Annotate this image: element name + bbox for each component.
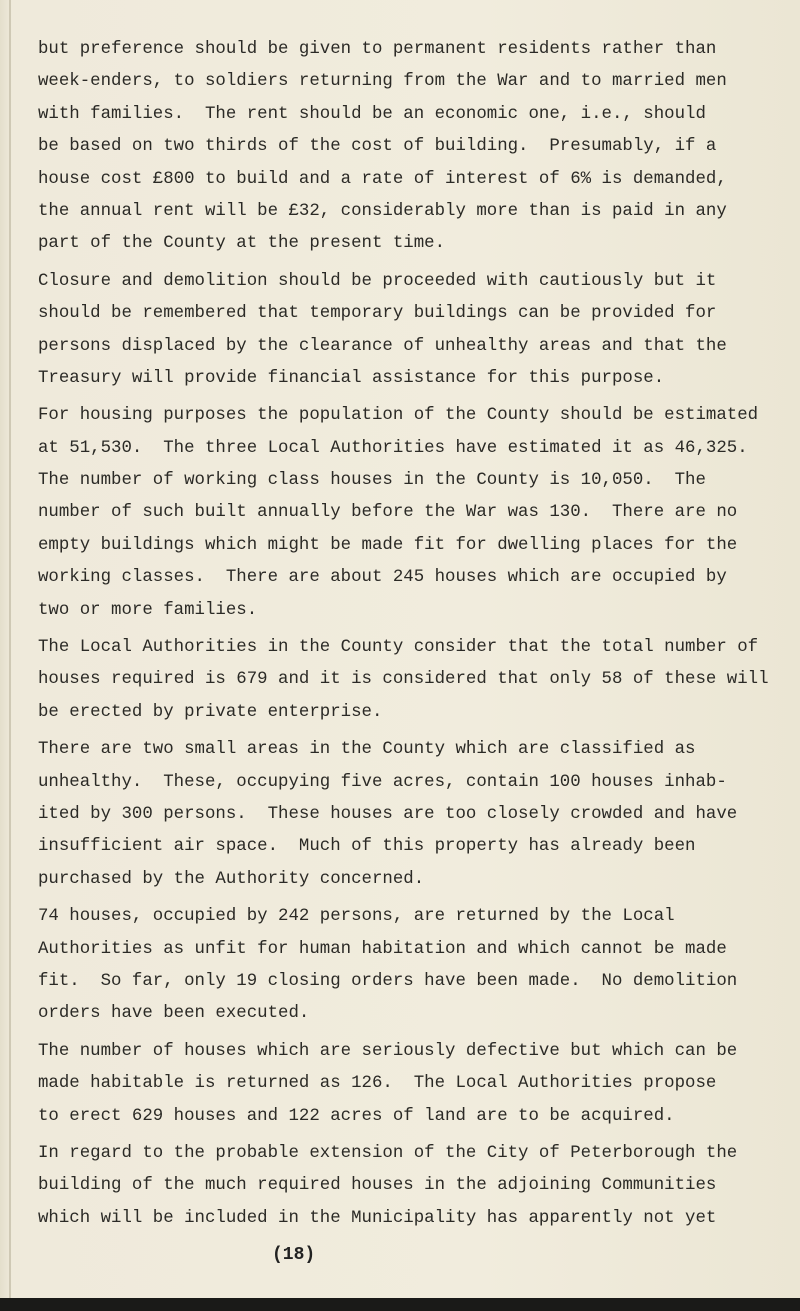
page-number: (18) (272, 1245, 316, 1265)
text-line: houses required is 679 and it is considered that only 58 of these will (38, 670, 769, 690)
text-line: ited by 300 persons. These houses are too closely crowded and have (38, 804, 738, 824)
text-line: The number of working class houses in the County is 10,050. The (38, 471, 706, 491)
page-margin-line (9, 0, 11, 1300)
text-line: orders have been executed. (38, 1004, 310, 1024)
text-line: working classes. There are about 245 houses which are occupied by (38, 568, 727, 588)
text-line: The Local Authorities in the County consider that the total number of (38, 638, 759, 658)
text-line: In regard to the probable extension of the City of Peterborough the (38, 1143, 738, 1163)
text-line: with families. The rent should be an economic one, i.e., should (38, 104, 706, 124)
text-line: part of the County at the present time. (38, 234, 446, 254)
text-line: building of the much required houses in the adjoining Communities (38, 1176, 717, 1196)
scan-edge (0, 1298, 800, 1311)
paragraph (38, 1138, 798, 1235)
text-line: week-enders, to soldiers returning from the War and to married men (38, 72, 727, 92)
text-line: The number of houses which are seriously defective but which can be (38, 1041, 738, 1061)
text-line: Authorities as unfit for human habitation and which cannot be made (38, 939, 727, 959)
text-line: Treasury will provide financial assistance for this purpose. (38, 368, 665, 388)
text-line: empty buildings which might be made fit for dwelling places for the (38, 535, 738, 555)
paragraph (38, 400, 798, 627)
text-line: the annual rent will be £32, considerably more than is paid in any (38, 201, 727, 221)
paragraph (38, 901, 798, 1031)
text-line: Closure and demolition should be proceeded with cautiously but it (38, 271, 717, 291)
text-line: be erected by private enterprise. (38, 702, 383, 722)
text-line: insufficient air space. Much of this property has already been (38, 837, 696, 857)
document-body (38, 34, 798, 1235)
paragraph (38, 34, 798, 261)
text-line: to erect 629 houses and 122 acres of land are to be acquired. (38, 1106, 675, 1126)
paragraph (38, 266, 798, 396)
text-line: persons displaced by the clearance of unhealthy areas and that the (38, 336, 727, 356)
text-line: number of such built annually before the War was 130. There are no (38, 503, 738, 523)
text-line: house cost £800 to build and a rate of interest of 6% is demanded, (38, 169, 727, 189)
text-line: which will be included in the Municipality has apparently not yet (38, 1208, 717, 1228)
paragraph (38, 734, 798, 896)
text-line: at 51,530. The three Local Authorities have estimated it as 46,325. (38, 438, 748, 458)
text-line: 74 houses, occupied by 242 persons, are returned by the Local (38, 907, 675, 927)
paragraph (38, 1036, 798, 1133)
paragraph (38, 632, 798, 729)
text-line: purchased by the Authority concerned. (38, 869, 425, 889)
text-line: but preference should be given to permanent residents rather than (38, 40, 717, 59)
text-line: made habitable is returned as 126. The Local Authorities propose (38, 1074, 717, 1094)
text-line: be based on two thirds of the cost of building. Presumably, if a (38, 137, 717, 157)
text-line: fit. So far, only 19 closing orders have been made. No demolition (38, 971, 738, 991)
text-line: should be remembered that temporary buildings can be provided for (38, 304, 717, 324)
text-line: For housing purposes the population of the County should be estimated (38, 406, 759, 426)
text-line: There are two small areas in the County which are classified as (38, 740, 696, 760)
text-line: two or more families. (38, 600, 258, 620)
text-line: unhealthy. These, occupying five acres, contain 100 houses inhab- (38, 772, 727, 792)
